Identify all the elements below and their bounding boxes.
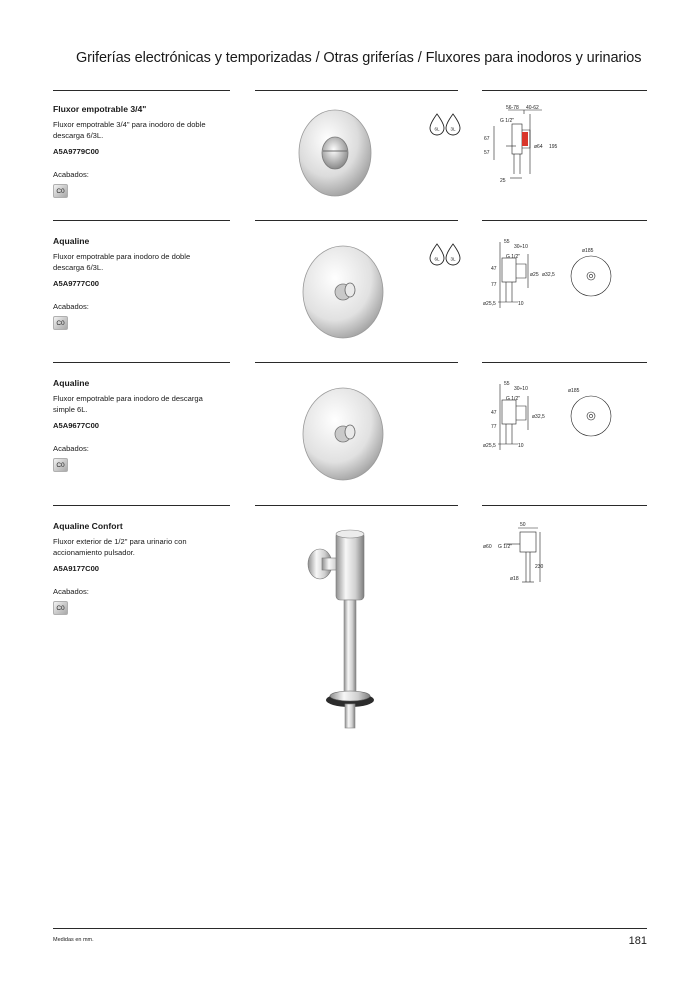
product-name: Fluxor empotrable 3/4" — [53, 104, 147, 114]
water-drop-badges — [428, 112, 462, 138]
product-code: A5A9677C00 — [53, 421, 100, 430]
dimension-label: 25 — [500, 178, 506, 184]
finishes-label: Acabados: — [53, 302, 89, 311]
dimension-label: ø32,5 — [542, 272, 555, 278]
section-rule — [53, 90, 230, 91]
dimension-label: 30÷10 — [514, 386, 528, 392]
technical-drawing — [482, 520, 562, 588]
technical-drawing — [482, 378, 612, 454]
finish-swatch: C0 — [53, 601, 68, 615]
dimension-label: 50 — [520, 522, 526, 528]
product-card — [53, 236, 233, 330]
section-rule — [53, 220, 230, 221]
product-photo-round-plate — [300, 386, 386, 482]
product-code: A5A9177C00 — [53, 564, 100, 573]
finishes-label: Acabados: — [53, 444, 89, 453]
section-rule — [255, 220, 458, 221]
dimension-label: 56-78 — [506, 105, 519, 111]
dimension-label: ø25 — [530, 272, 539, 278]
section-rule — [482, 505, 647, 506]
dimension-label: ø18 — [510, 576, 519, 582]
dimension-label: ø64 — [534, 144, 543, 150]
technical-drawing — [482, 102, 572, 184]
product-photo-round-plate — [296, 108, 374, 198]
water-drop-badges — [428, 242, 462, 268]
badge-label: 6L — [434, 256, 440, 262]
product-description: Fluxor empotrable para inodoro de descarga simple 6L. — [53, 394, 203, 414]
product-code: A5A9779C00 — [53, 147, 100, 156]
section-rule — [53, 362, 230, 363]
section-rule — [255, 90, 458, 91]
dimension-label: 55 — [504, 239, 510, 245]
badge-label: 3L — [450, 256, 456, 262]
product-code: A5A9777C00 — [53, 279, 100, 288]
product-name: Aqualine Confort — [53, 521, 123, 531]
section-rule — [255, 505, 458, 506]
finish-swatch: C0 — [53, 458, 68, 472]
finish-swatch: C0 — [53, 316, 68, 330]
dimension-label: 40-62 — [526, 105, 539, 111]
finishes-label: Acabados: — [53, 587, 89, 596]
product-name: Aqualine — [53, 378, 90, 388]
dimension-label: ø25,5 — [483, 301, 496, 307]
dimension-label: G 1/2" — [500, 118, 515, 124]
dimension-label: 47 — [491, 266, 497, 272]
page-number: 181 — [628, 935, 647, 947]
dimension-label: G 1/2" — [498, 544, 513, 550]
dimension-label: ø60 — [483, 544, 492, 550]
dimension-label: 10 — [518, 443, 524, 449]
section-rule — [482, 220, 647, 221]
dimension-label: 10 — [518, 301, 524, 307]
dimension-label: 67 — [484, 136, 490, 142]
finishes-label: Acabados: — [53, 170, 89, 179]
technical-drawing — [482, 236, 612, 312]
dimension-label: ø185 — [582, 248, 594, 254]
section-rule — [482, 362, 647, 363]
section-rule — [255, 362, 458, 363]
footer-rule — [53, 928, 647, 929]
product-card — [53, 521, 233, 615]
dimension-label: 230 — [535, 564, 544, 570]
product-description: Fluxor empotrable para inodoro de doble descarga 6/3L. — [53, 252, 191, 272]
dimension-label: ø25,5 — [483, 443, 496, 449]
dimension-label: 55 — [504, 381, 510, 387]
product-description: Fluxor exterior de 1/2" para urinario con accionamiento pulsador. — [53, 537, 187, 557]
dimension-label: G 1/2" — [506, 254, 521, 260]
dimension-label: G 1/2" — [506, 396, 521, 402]
dimension-label: ø185 — [568, 388, 580, 394]
dimension-label: 47 — [491, 410, 497, 416]
badge-label: 6L — [434, 126, 440, 132]
product-card — [53, 104, 233, 198]
dimension-label: 195 — [549, 144, 558, 150]
product-description: Fluxor empotrable 3/4" para inodoro de doble descarga 6/3L. — [53, 120, 206, 140]
product-photo-urinal-valve — [306, 524, 384, 736]
badge-label: 3L — [450, 126, 456, 132]
product-photo-round-plate — [300, 244, 386, 340]
page-title: Griferías electrónicas y temporizadas / Otras griferías / Fluxores para inodoros y urinarios — [76, 50, 642, 66]
dimension-label: 77 — [491, 424, 497, 430]
dimension-label: 57 — [484, 150, 490, 156]
product-name: Aqualine — [53, 236, 90, 246]
product-card — [53, 378, 233, 472]
finish-swatch: C0 — [53, 184, 68, 198]
dimension-label: 30÷10 — [514, 244, 528, 250]
section-rule — [482, 90, 647, 91]
footer-note: Medidas en mm. — [53, 937, 94, 943]
dimension-label: 77 — [491, 282, 497, 288]
section-rule — [53, 505, 230, 506]
dimension-label: ø32,5 — [532, 414, 545, 420]
